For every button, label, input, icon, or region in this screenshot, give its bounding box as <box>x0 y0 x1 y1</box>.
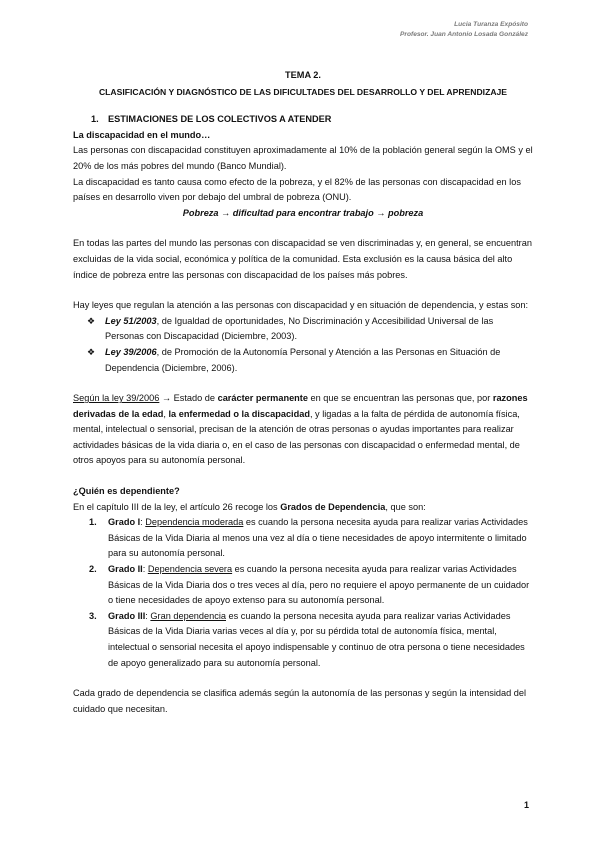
law-text: , de Igualdad de oportunidades, No Discriminación y Accesibilidad Universal de las Personas con Discapacidad (Diciembre, 2003). <box>105 315 494 342</box>
list-item: 2. Grado II: Dependencia severa es cuando la persona necesita ayuda para realizar varias Actividades Básicas de la Vida Diaria dos o tres veces al día, pero no requiere el apoyo permanente de un cuidador o tiene necesidades de apoyo extenso para su autonomía personal. <box>89 564 530 606</box>
grade-label: Grado I <box>108 517 141 528</box>
grade-label: Grado II <box>108 564 143 575</box>
formula-line: Pobreza → dificultad para encontrar trabajo → pobreza <box>182 207 424 218</box>
list-item: 3. Grado III: Gran dependencia es cuando la persona necesita ayuda para realizar varias Actividades Básicas de la Vida Diaria varias veces al día y, por su pérdida total de autonomía física, mental, intelectual o sensorial necesita el apoyo indispensable y continuo de otra persona o tiene necesidades de apoyo generalizado para su autonomía personal. <box>89 610 525 668</box>
section-number: 1. <box>91 114 99 125</box>
list-number: 1. <box>89 517 97 528</box>
law-reference: Según la ley 39/2006 <box>73 393 160 404</box>
page-header <box>400 20 528 39</box>
who-heading: ¿Quién es dependiente? <box>73 486 180 497</box>
grade-text: es cuando la persona necesita ayuda para realizar varias Actividades Básicas de la Vida Diaria dos o tres veces al día, pero no requiere el apoyo permanente de un cuidador o tiene necesidades de apoyo extenso para su autonomía personal. <box>108 564 530 606</box>
grade-label: Grado III <box>108 610 146 621</box>
grade-text: es cuando la persona necesita ayuda para realizar varias Actividades Básicas de la Vida Diaria varias veces al día y, por su pérdida total de autonomía física, mental, intelectual o sensorial necesita el apoyo indispensable y continuo de otra persona o tiene necesidades de apoyo generalizado para su autonomía personal. <box>108 610 525 668</box>
section-heading <box>73 112 533 128</box>
law-name: Ley 51/2003 <box>105 315 157 326</box>
paragraph-4: Hay leyes que regulan la atención a las personas con discapacidad y en situación de dependencia, y estas son: <box>73 300 529 311</box>
list-item: 1. Grado I: Dependencia moderada es cuando la persona necesita ayuda para realizar varias Actividades Básicas de la Vida Diaria al menos una vez al día o tiene necesidades de apoyo intermitente o limitado para su autonomía personal. <box>89 517 528 559</box>
grade-type: Dependencia severa <box>147 564 233 575</box>
definition-paragraph: Según la ley 39/2006 → Estado de carácter permanente en que se encuentran las personas que, por razones derivadas de la edad, la enfermedad o la discapacidad, y ligadas a la falta de pérdida de autonomía física, mental, intelectual o sensorial, precisan de la atención de otras personas o ayudas importantes para realizar actividades básicas de la vida diaria o, en el caso de las personas con discapacidad o enfermedad mental, de otros apoyos para su autonomía personal. <box>73 393 528 466</box>
document-body <box>73 68 533 717</box>
list-number: 2. <box>89 564 97 575</box>
header-professor: Profesor. Juan Antonio Losada González <box>400 30 528 38</box>
law-name: Ley 39/2006 <box>105 346 157 357</box>
grade-type: Gran dependencia <box>150 610 226 621</box>
section-title: ESTIMACIONES DE LOS COLECTIVOS A ATENDER <box>108 114 332 125</box>
list-item <box>73 314 533 345</box>
who-intro: En el capítulo III de la ley, el artículo 26 recoge los Grados de Dependencia, que son: <box>73 501 426 512</box>
paragraph-3: En todas las partes del mundo las personas con discapacidad se ven discriminadas y, en general, se encuentran excluidas de la vida social, económica y política de la comunidad. Esta exclusión es la causa básica del alto índice de pobreza entre las personas con discapacidad de los países más pobres. <box>73 238 532 280</box>
diamond-bullet-icon: ❖ <box>87 315 96 326</box>
paragraph-1: Las personas con discapacidad constituyen aproximadamente al 10% de la población general según la OMS y el 20% de los más pobres del mundo (Banco Mundial). <box>73 145 533 171</box>
law-text: , de Promoción de la Autonomía Personal y Atención a las Personas en Situación de Dependencia (Diciembre, 2006). <box>105 346 501 373</box>
page-number: 1 <box>524 800 530 810</box>
diamond-bullet-icon: ❖ <box>87 346 96 357</box>
closing-paragraph: Cada grado de dependencia se clasifica además según la autonomía de las personas y según la intensidad del cuidado que necesitan. <box>73 688 527 714</box>
paragraph-2: La discapacidad es tanto causa como efecto de la pobreza, y el 82% de las personas con discapacidad en los países en desarrollo viven por debajo del umbral de pobreza (ONU). <box>73 176 521 203</box>
grade-type: Dependencia moderada <box>145 517 244 528</box>
grade-text: es cuando la persona necesita ayuda para realizar varias Actividades Básicas de la Vida Diaria al menos una vez al día o tiene necesidades de apoyo intermitente o limitado para su autonomía personal. <box>108 517 528 559</box>
doc-title: TEMA 2. <box>285 70 321 80</box>
doc-subtitle: CLASIFICACIÓN Y DIAGNÓSTICO DE LAS DIFICULTADES DEL DESARROLLO Y DEL APRENDIZAJE <box>98 86 508 97</box>
subheading: La discapacidad en el mundo… <box>73 129 211 140</box>
list-item <box>73 345 533 376</box>
header-author: Lucia Turanza Expósito <box>454 21 528 28</box>
list-number: 3. <box>89 610 97 621</box>
